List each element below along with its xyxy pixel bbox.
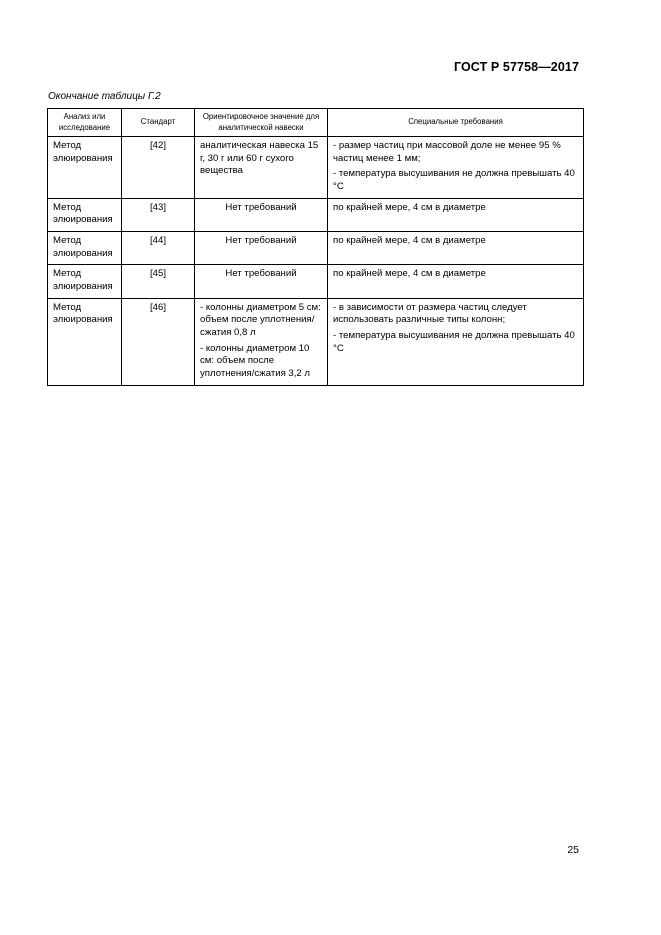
table-row <box>48 137 584 199</box>
column-header-analysis: Анализ или исследование <box>48 109 122 137</box>
cell-requirements <box>328 265 584 298</box>
table-row <box>48 231 584 264</box>
requirement-line: по крайней мере, 4 см в диаметре <box>333 201 486 213</box>
value-line: Нет требований <box>225 268 297 280</box>
requirement-line: - в зависимости от размера частиц следует использовать различные типы колонн; <box>333 301 527 326</box>
requirement-line: по крайней мере, 4 см в диаметре <box>333 268 486 280</box>
requirement-line: - температура высушивания не должна превышать 40 °С <box>333 168 575 192</box>
cell-analysis: Метод элюирования <box>48 137 122 199</box>
cell-analysis: Метод элюирования <box>48 231 122 264</box>
table-row <box>48 298 584 385</box>
requirement-line: - температура высушивания не должна превышать 40 °С <box>333 329 575 354</box>
requirements-table <box>47 108 584 386</box>
cell-requirements <box>328 298 584 385</box>
column-header-standard: Стандарт <box>122 109 195 137</box>
table-caption: Окончание таблицы Г.2 <box>48 91 161 102</box>
cell-value <box>195 231 328 264</box>
cell-value <box>195 198 328 231</box>
document-code: ГОСТ Р 57758—2017 <box>453 60 579 74</box>
column-header-requirements: Специальные требования <box>328 109 584 137</box>
value-line: - колонны диаметром 5 см: объем после уплотнения/сжатия 0,8 л <box>200 301 321 338</box>
cell-analysis: Метод элюирования <box>48 198 122 231</box>
table-row <box>48 198 584 231</box>
table-row <box>48 265 584 298</box>
cell-analysis: Метод элюирования <box>48 298 122 385</box>
cell-value <box>195 265 328 298</box>
table-header-row <box>48 109 584 137</box>
cell-value <box>195 298 328 385</box>
column-header-value: Ориентировочное значение для аналитической навески <box>195 109 328 137</box>
cell-requirements <box>328 231 584 264</box>
requirement-line: - размер частиц при массовой доле не менее 95 % частиц менее 1 мм; <box>333 140 561 164</box>
value-line: Нет требований <box>225 201 297 213</box>
requirement-line: по крайней мере, 4 см в диаметре <box>333 234 486 246</box>
cell-requirements <box>328 137 584 199</box>
page-number: 25 <box>567 844 579 856</box>
cell-requirements <box>328 198 584 231</box>
cell-analysis: Метод элюирования <box>48 265 122 298</box>
cell-standard: [43] <box>122 198 195 231</box>
cell-standard: [46] <box>122 298 195 385</box>
cell-standard: [44] <box>122 231 195 264</box>
value-line: - колонны диаметром 10 см: объем после уплотнения/сжатия 3,2 л <box>200 342 311 379</box>
value-line: аналитическая навеска 15 г, 30 г или 60 г сухого вещества <box>200 140 319 177</box>
value-line: Нет требований <box>225 234 297 246</box>
cell-standard: [45] <box>122 265 195 298</box>
cell-value <box>195 137 328 199</box>
cell-standard: [42] <box>122 137 195 199</box>
